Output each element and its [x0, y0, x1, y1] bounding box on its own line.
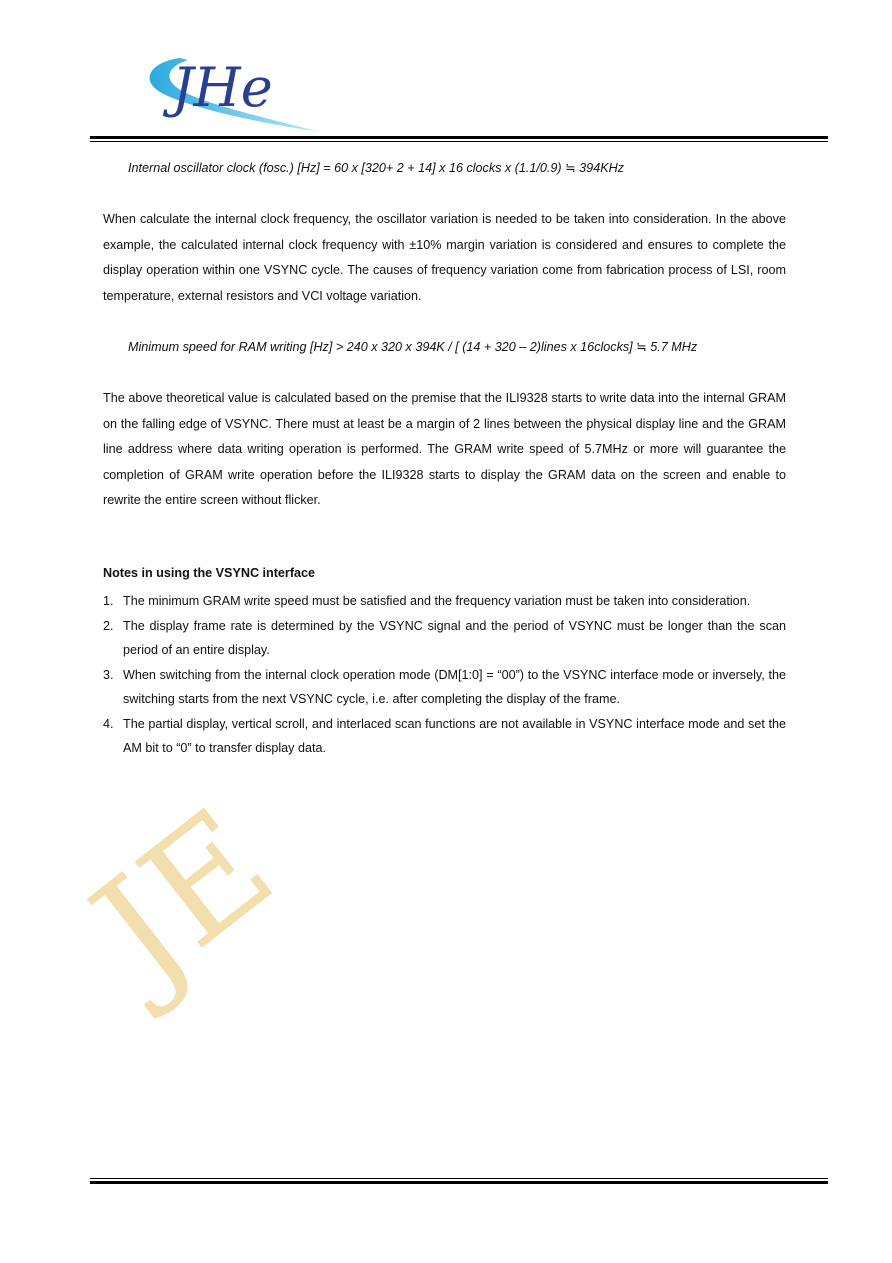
- note-text: The minimum GRAM write speed must be satisfied and the frequency variation must be taken into consideration.: [123, 594, 751, 608]
- note-item: [103, 614, 786, 663]
- notes-heading: Notes in using the VSYNC interface: [103, 566, 316, 580]
- company-logo: [140, 40, 330, 140]
- note-text: The partial display, vertical scroll, and interlaced scan functions are not available in VSYNC interface mode and set the AM bit to “0” to transfer display data.: [123, 716, 786, 755]
- note-text: The display frame rate is determined by the VSYNC signal and the period of VSYNC must be longer than the scan period of an entire display.: [123, 618, 786, 657]
- footer-rule: [90, 1178, 828, 1184]
- note-item: [103, 663, 786, 712]
- note-number: 3.: [103, 667, 114, 682]
- clock-frequency-paragraph: When calculate the internal clock frequency, the oscillator variation is needed to be taken into consideration. In the above example, the calculated internal clock frequency with ±10% margin variation is considered and ensures to complete the display operation within one VSYNC cycle. The causes of frequency variation come from fabrication process of LSI, room temperature, external resistors and VCI voltage variation.: [103, 212, 786, 303]
- watermark-text: JE: [63, 776, 304, 1019]
- note-item: [103, 589, 786, 614]
- theoretical-value-paragraph: The above theoretical value is calculated based on the premise that the ILI9328 starts to write data into the internal GRAM on the falling edge of VSYNC. There must at least be a margin of 2 lines between the physical display line and the GRAM line address where data writing operation is performed. The GRAM write speed of 5.7MHz or more will guarantee the completion of GRAM write operation before the ILI9328 starts to display the GRAM data on the screen and enable to rewrite the entire screen without flicker.: [103, 391, 786, 507]
- header-rule: [90, 136, 828, 142]
- logo-text: JHe: [172, 56, 273, 119]
- ram-write-speed-formula: Minimum speed for RAM writing [Hz] > 240 x 320 x 394K / [ (14 + 320 – 2)lines x 16clocks] ≒ 5.7 MHz: [128, 340, 698, 354]
- oscillator-clock-formula: Internal oscillator clock (fosc.) [Hz] = 60 x [320+ 2 + 14] x 16 clocks x (1.1/0.9) ≒ 394KHz: [128, 161, 624, 175]
- note-item: [103, 712, 786, 761]
- note-number: 4.: [103, 716, 114, 731]
- note-number: 2.: [103, 618, 114, 633]
- note-number: 1.: [103, 594, 114, 608]
- watermark: [63, 776, 348, 1019]
- note-text: When switching from the internal clock operation mode (DM[1:0] = “00”) to the VSYNC interface mode or inversely, the switching starts from the next VSYNC cycle, i.e. after completing the display of the frame.: [123, 667, 786, 706]
- notes-list: [103, 589, 786, 761]
